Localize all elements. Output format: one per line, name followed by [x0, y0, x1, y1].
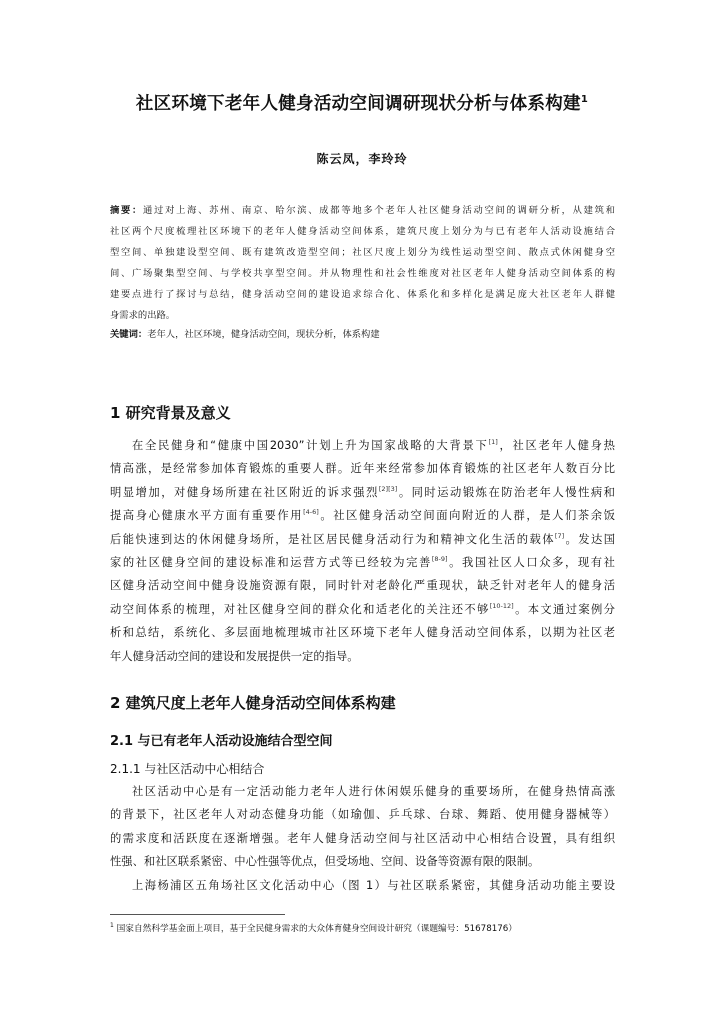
paragraph-line: 家的社区健身空间的建设标准和运营方式等已经较为完善[8-9]。我国社区人口众多，现有社 [110, 555, 615, 569]
footnote-divider [110, 914, 285, 915]
paragraph-line: 后能快速到达的休闲健身场所，是社区居民健身活动行为和精神文化生活的载体[7]。发达国 [110, 531, 615, 546]
paragraph-line: 在全民健身和“健康中国2030”计划上升为国家战略的大背景下[1]，社区老年人健身热 [132, 438, 615, 452]
citation: [7] [554, 531, 565, 540]
abstract-line: 摘要：通过对上海、苏州、南京、哈尔滨、成都等地多个老年人社区健身活动空间的调研分析，从建筑和 [110, 205, 615, 216]
footnote [110, 922, 620, 934]
abstract-line: 社区两个尺度梳理社区环境下的老年人健身活动空间体系，建筑尺度上划分为与已有老年人活动设施结合 [110, 226, 615, 238]
section-2-1-1-heading: 2.1.1 与社区活动中心相结合 [110, 762, 265, 776]
abstract-line: 身需求的出路。 [110, 310, 176, 322]
paragraph-line: 性强、和社区联系紧密、中心性强等优点，但受场地、空间、设备等资源有限的限制。 [110, 855, 540, 869]
footnote-text: 国家自然科学基金面上项目，基于全民健身需求的大众体育健身空间设计研究（课题编号：51678176） [116, 924, 517, 934]
citation: [2][3] [378, 485, 398, 494]
citation: [1] [488, 438, 498, 447]
paragraph-line: 析和总结，系统化、多层面地梳理城市社区环境下老年人健身活动空间体系，以期为社区老 [110, 626, 615, 640]
keywords [110, 326, 615, 340]
section-2-heading: 2 建筑尺度上老年人健身活动空间体系构建 [110, 694, 396, 712]
paragraph-line: 情高涨，是经常参加体育锻炼的重要人群。近年来经常参加体育锻炼的社区老年人数百分比 [110, 462, 615, 476]
title-text: 社区环境下老年人健身活动空间调研现状分析与体系构建 [135, 94, 581, 114]
paragraph-line: 区健身活动空间中健身设施资源有限，同时针对老龄化严重现状，缺乏针对老年人的健身活 [110, 579, 615, 593]
abstract-label: 摘要： [110, 205, 144, 216]
paragraph-line: 提高身心健康水平方面有重要作用[4-6]。社区健身活动空间面向附近的人群，是人们茶余饭 [110, 508, 615, 523]
section-1-body [110, 434, 615, 668]
citation: [4-6] [303, 508, 319, 517]
paragraph-line: 动空间体系的梳理，对社区健身空间的群众化和适老化的关注还不够[10-12]。本文通过案例分 [110, 601, 615, 616]
paragraph-line: 的需求度和活跃度在逐渐增强。老年人健身活动空间与社区活动中心相结合设置，具有组织 [110, 831, 615, 845]
paragraph-line: 上海杨浦区五角场社区文化活动中心（图 1）与社区联系紧密，其健身活动功能主要设 [132, 878, 615, 892]
paragraph-line: 的背景下，社区老年人对动态健身功能（如瑜伽、乒乓球、台球、舞蹈、使用健身器械等） [110, 808, 615, 822]
citation: [8-9] [431, 555, 448, 564]
abstract-line: 型空间、单独建设型空间、既有建筑改造型空间；社区尺度上划分为线性运动型空间、散点式休闲健身空 [110, 247, 615, 259]
footnote-mark: 1 [110, 922, 114, 930]
title-footnote-mark: 1 [580, 94, 589, 106]
section-2-1-1-body [110, 780, 615, 897]
paragraph-line: 明显增加，对健身场所建在社区附近的诉求强烈[2][3]。同时运动锻炼在防治老年人慢性病和 [110, 485, 615, 499]
keywords-label: 关键词： [110, 329, 148, 340]
abstract-line: 建要点进行了探讨与总结，健身活动空间的建设追求综合化、体系化和多样化是满足庞大社区老年人群健 [110, 289, 615, 301]
abstract [110, 200, 615, 327]
section-2-1-heading: 2.1 与已有老年人活动设施结合型空间 [110, 734, 333, 749]
section-1-heading: 1 研究背景及意义 [110, 404, 231, 422]
authors: 陈云凤，李玲玲 [316, 152, 408, 166]
abstract-line: 间、广场聚集型空间、与学校共享型空间。并从物理性和社会性维度对社区老年人健身活动空间体系的构 [110, 268, 615, 280]
paragraph-line: 年人健身活动空间的建设和发展提供一定的指导。 [110, 649, 359, 663]
paragraph-line: 社区活动中心是有一定活动能力老年人进行休闲娱乐健身的重要场所，在健身热情高涨 [132, 785, 615, 798]
citation: [10-12] [489, 601, 514, 610]
keywords-text: 老年人，社区环境，健身活动空间，现状分析，体系构建 [147, 329, 380, 340]
paper-title [60, 90, 664, 115]
